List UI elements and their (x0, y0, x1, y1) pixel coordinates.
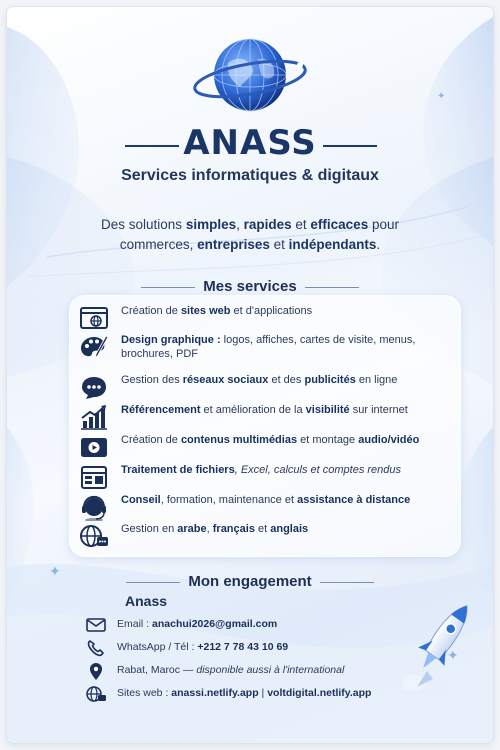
service-item (77, 403, 457, 433)
growth-chart-icon (77, 403, 111, 431)
envelope-icon (85, 615, 107, 635)
service-item (77, 522, 457, 552)
sparkle-icon: ✦ (49, 563, 61, 579)
location-pin-icon (85, 661, 107, 681)
service-label: Design graphique : logos, affiches, cartes de visite, menus, brochures, PDF (121, 334, 416, 360)
web-browser-icon (77, 304, 111, 332)
service-item (77, 493, 457, 523)
service-item (77, 433, 457, 463)
video-play-icon (77, 433, 111, 461)
services-title: Mes services (7, 278, 493, 295)
phone-icon (85, 638, 107, 658)
service-item (77, 304, 457, 334)
globe-language-icon (77, 522, 111, 550)
service-label: Gestion des réseaux sociaux et des publicités en ligne (121, 374, 398, 386)
service-label: Traitement de fichiers, Excel, calculs et comptes rendus (121, 464, 402, 476)
contact-websites: Sites web : anassi.netlify.app | voltdigital.netlify.app (85, 684, 415, 704)
website-link-2[interactable]: voltdigital.netlify.app (267, 687, 372, 699)
title-divider-left (126, 582, 180, 583)
service-label: Création de contenus multimédias et montage audio/vidéo (121, 434, 420, 446)
service-item (77, 333, 457, 363)
phone-link[interactable]: +212 7 78 43 10 69 (197, 641, 289, 653)
title-divider-right (320, 582, 374, 583)
sparkle-icon: ✦ (447, 647, 459, 663)
spreadsheet-icon (77, 463, 111, 491)
service-label: Gestion en arabe, français et anglais (121, 523, 309, 535)
service-label: Création de sites web et d'applications (121, 305, 313, 317)
globe-logo-icon (190, 29, 310, 125)
palette-brush-icon (77, 333, 111, 361)
brand-header (7, 123, 493, 167)
brand-divider-right (323, 145, 377, 147)
chat-bubble-icon (77, 373, 111, 401)
globe-chat-icon (85, 684, 107, 704)
service-label: Conseil, formation, maintenance et assistance à distance (121, 494, 411, 506)
service-label: Référencement et amélioration de la visibilité sur internet (121, 404, 408, 416)
tagline: Services informatiques & digitaux (121, 167, 379, 184)
email-link[interactable]: anachui2026@gmail.com (152, 618, 278, 630)
contact-name: Anass (125, 593, 168, 609)
intro-text: Des solutions simples, rapides et efficaces pour commerces, entreprises et indépendants. (101, 217, 399, 252)
service-item (77, 373, 457, 403)
sparkle-icon: ✦ (437, 91, 446, 102)
service-item (77, 463, 457, 493)
rocket-icon (403, 591, 473, 701)
flyer (7, 7, 493, 743)
website-link-1[interactable]: anassi.netlify.app (171, 687, 259, 699)
contact-phone[interactable]: WhatsApp / Tél : +212 7 78 43 10 69 (85, 638, 415, 658)
contact-location: Rabat, Maroc — disponible aussi à l'international (85, 661, 415, 681)
brand-name: ANASS (183, 123, 317, 163)
contact-email[interactable]: Email : anachui2026@gmail.com (85, 615, 415, 635)
title-divider-right (305, 287, 359, 288)
headset-support-icon (77, 493, 111, 521)
engagement-title: Mon engagement (7, 573, 493, 590)
title-divider-left (141, 287, 195, 288)
